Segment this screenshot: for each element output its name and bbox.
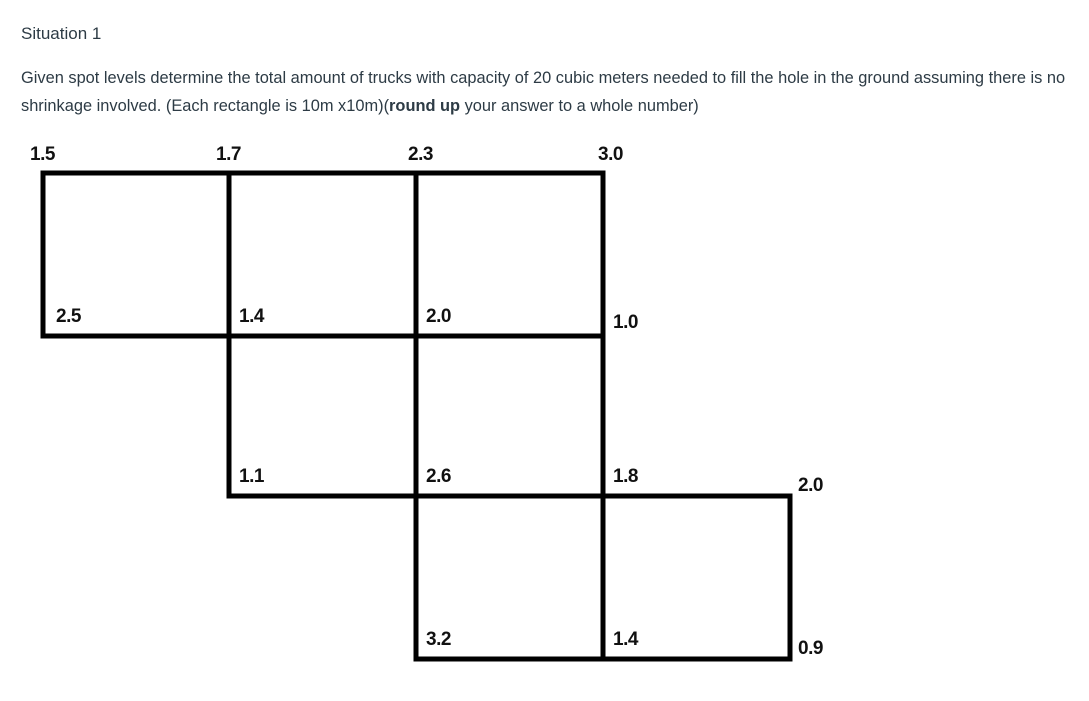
spot-level-label: 1.5: [30, 144, 55, 165]
spot-level-label: 1.8: [613, 466, 638, 487]
spot-level-label: 2.3: [408, 144, 433, 165]
spot-level-label: 1.7: [216, 144, 241, 165]
spot-level-label: 2.6: [426, 466, 451, 487]
problem-text-after: your answer to a whole number): [460, 97, 699, 115]
spot-level-label: 1.4: [239, 306, 264, 327]
situation-title: Situation 1: [21, 24, 102, 43]
problem-text-before: Given spot levels determine the total amount of trucks with capacity of 20 cubic meters needed to fill the hole in the ground assuming there is no shrinkage involved. (Each rectangle is 10m x10m)(: [21, 69, 1066, 115]
spot-level-label: 2.0: [798, 475, 823, 496]
problem-emphasis: round up: [389, 97, 461, 115]
spot-level-label: 1.1: [239, 466, 264, 487]
spot-level-label: 1.4: [613, 629, 638, 650]
spot-level-label: 0.9: [798, 638, 823, 659]
spot-level-label: 1.0: [613, 312, 638, 333]
spot-level-label: 3.0: [598, 144, 623, 165]
spot-level-label: 2.5: [56, 306, 81, 327]
spot-level-label: 2.0: [426, 306, 451, 327]
spot-level-label: 3.2: [426, 629, 451, 650]
